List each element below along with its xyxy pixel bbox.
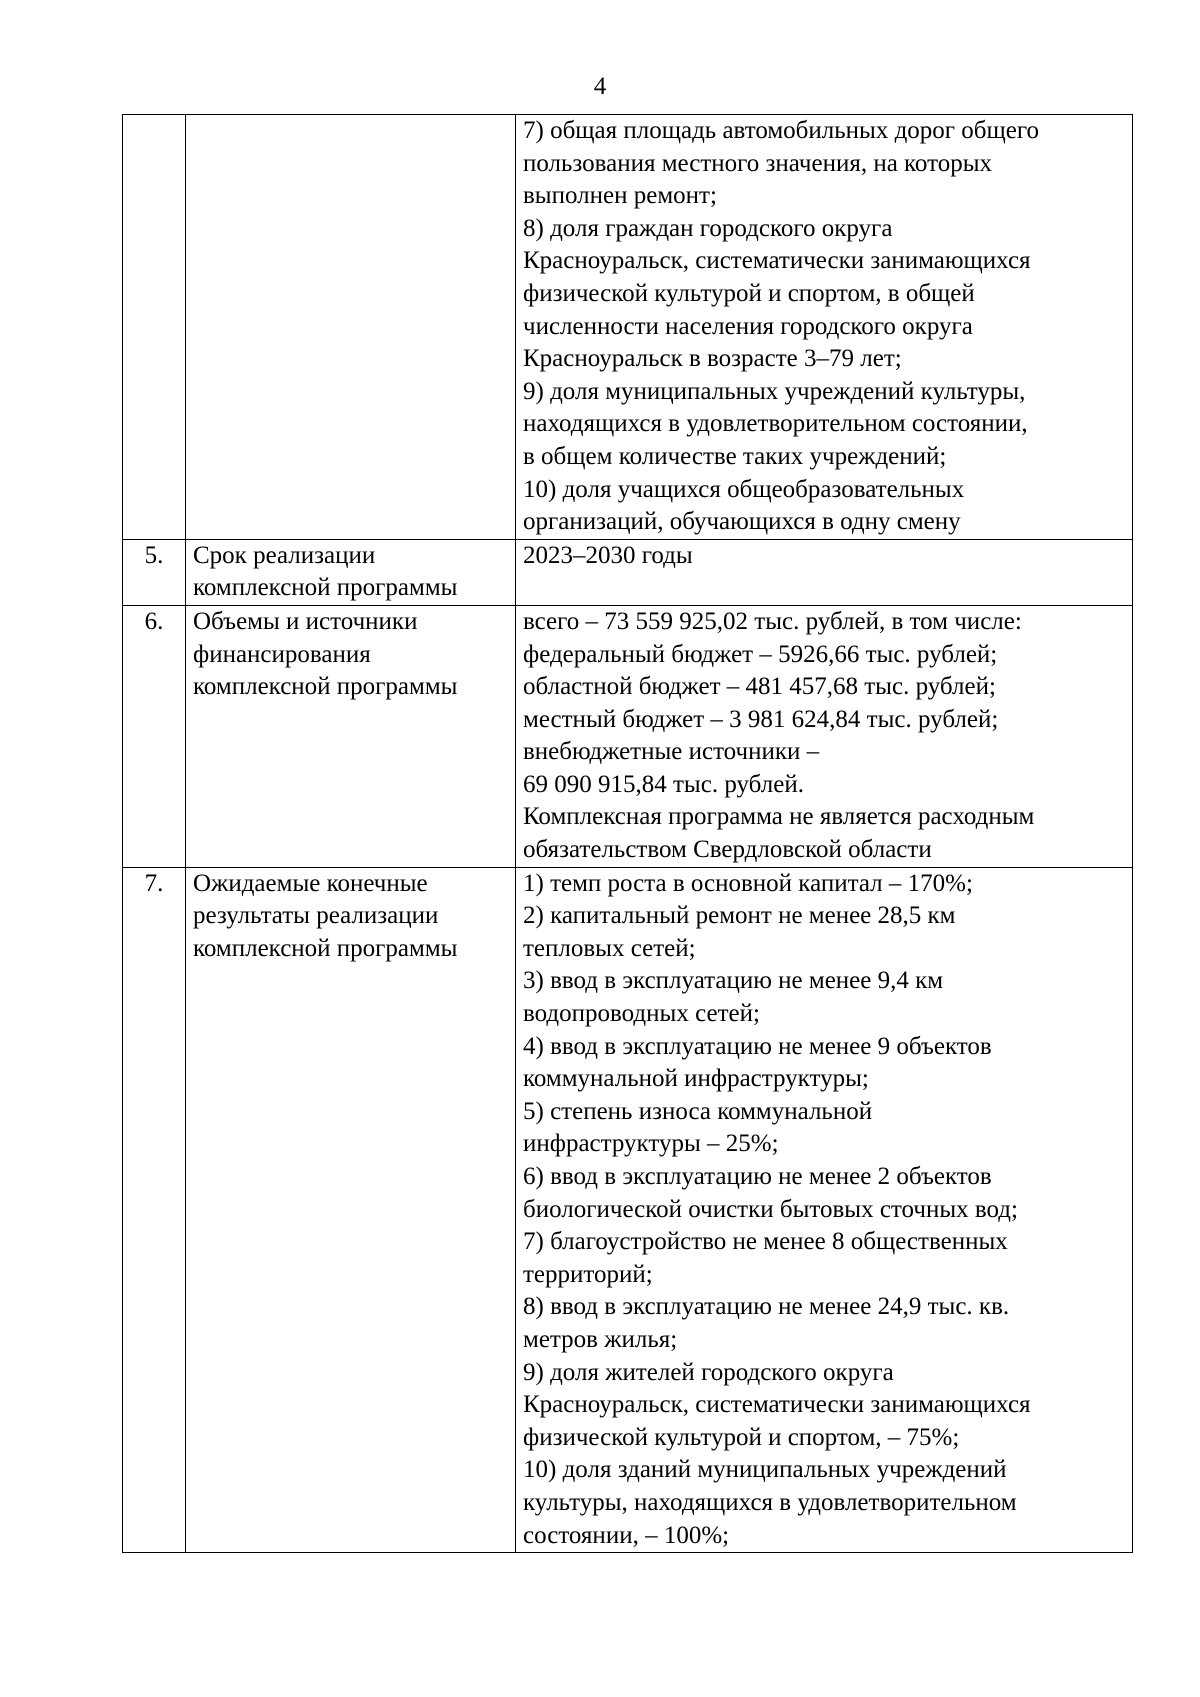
row-label-cell [186, 605, 516, 867]
content-line: 10) доля зданий муниципальных учреждений [523, 1456, 1007, 1484]
table-row [123, 115, 1133, 540]
content-line: состоянии, – 100%; [523, 1521, 730, 1549]
label-line: Срок реализации [193, 541, 376, 569]
label-line: Объемы и источники [193, 607, 418, 635]
row-label-cell [186, 867, 516, 1552]
content-line: пользования местного значения, на которых [523, 149, 992, 177]
content-line: физической культурой и спортом, в общей [523, 279, 975, 307]
content-line: 2023–2030 годы [523, 541, 693, 569]
row-number-cell: 6. [123, 605, 186, 867]
content-line: коммунальной инфраструктуры; [523, 1065, 869, 1093]
content-line: физической культурой и спортом, – 75%; [523, 1423, 960, 1451]
row-number-cell: 5. [123, 539, 186, 605]
content-line: тепловых сетей; [523, 934, 696, 962]
row-content-cell [516, 115, 1133, 540]
row-content-cell [516, 605, 1133, 867]
content-line: 6) ввод в эксплуатацию не менее 2 объектов [523, 1163, 992, 1190]
content-line: местный бюджет – 3 981 624,84 тыс. рублей; [523, 705, 999, 733]
content-line: 10) доля учащихся общеобразовательных [523, 475, 965, 503]
content-line: 9) доля жителей городского округа [523, 1358, 894, 1386]
label-line: финансирования [193, 640, 371, 668]
content-line: 8) ввод в эксплуатацию не менее 24,9 тыс. кв. [523, 1293, 1010, 1321]
content-line: 7) благоустройство не менее 8 общественных [523, 1228, 1008, 1256]
content-line: всего – 73 559 925,02 тыс. рублей, в том числе: [523, 607, 1022, 635]
content-line: Красноуральск, систематически занимающихся [523, 1391, 1031, 1419]
row-number-cell: 7. [123, 867, 186, 1552]
content-line: численности населения городского округа [523, 312, 973, 340]
row-content-cell [516, 539, 1133, 605]
row-label-cell [186, 115, 516, 540]
content-line: федеральный бюджет – 5926,66 тыс. рублей; [523, 640, 998, 668]
content-line: Комплексная программа не является расходным [523, 803, 1035, 831]
program-passport-table [122, 114, 1133, 1553]
content-line: инфраструктуры – 25%; [523, 1130, 779, 1158]
label-line: комплексной программы [193, 574, 458, 602]
content-line: 1) темп роста в основной капитал – 170%; [523, 869, 973, 897]
content-line: обязательством Свердловской области [523, 836, 932, 864]
table-row [123, 605, 1133, 867]
content-line: биологической очистки бытовых сточных вод; [523, 1195, 1018, 1223]
content-line: метров жилья; [523, 1325, 678, 1353]
content-line: Красноуральск в возрасте 3–79 лет; [523, 345, 902, 373]
content-line: водопроводных сетей; [523, 1000, 760, 1028]
row-label-cell [186, 539, 516, 605]
content-line: областной бюджет – 481 457,68 тыс. рублей; [523, 673, 996, 701]
label-line: комплексной программы [193, 673, 458, 701]
content-line: 4) ввод в эксплуатацию не менее 9 объектов [523, 1032, 992, 1060]
content-line: 2) капитальный ремонт не менее 28,5 км [523, 902, 956, 930]
label-line: результаты реализации [193, 902, 439, 930]
content-line: внебюджетные источники – [523, 738, 820, 766]
content-line: выполнен ремонт; [523, 182, 717, 210]
label-line: Ожидаемые конечные [193, 869, 428, 897]
row-number-cell [123, 115, 186, 540]
content-line: 8) доля граждан городского округа [523, 214, 893, 242]
content-line: Красноуральск, систематически занимающихся [523, 247, 1031, 275]
content-line: 69 090 915,84 тыс. рублей. [523, 770, 804, 798]
content-line: 7) общая площадь автомобильных дорог общего [523, 117, 1040, 144]
content-line: находящихся в удовлетворительном состоянии, [523, 410, 1028, 438]
page-number: 4 [593, 73, 607, 100]
content-line: в общем количестве таких учреждений; [523, 442, 947, 470]
row-content-cell [516, 867, 1133, 1552]
label-line: комплексной программы [193, 934, 458, 962]
content-line: 3) ввод в эксплуатацию не менее 9,4 км [523, 967, 944, 995]
table-row [123, 867, 1133, 1552]
table-row [123, 539, 1133, 605]
content-line: территорий; [523, 1260, 653, 1288]
content-line: 9) доля муниципальных учреждений культуры, [523, 377, 1026, 405]
content-line: организаций, обучающихся в одну смену [523, 508, 961, 536]
content-line: 5) степень износа коммунальной [523, 1097, 873, 1125]
content-line: культуры, находящихся в удовлетворительном [523, 1488, 1017, 1516]
table-body [123, 115, 1133, 1553]
